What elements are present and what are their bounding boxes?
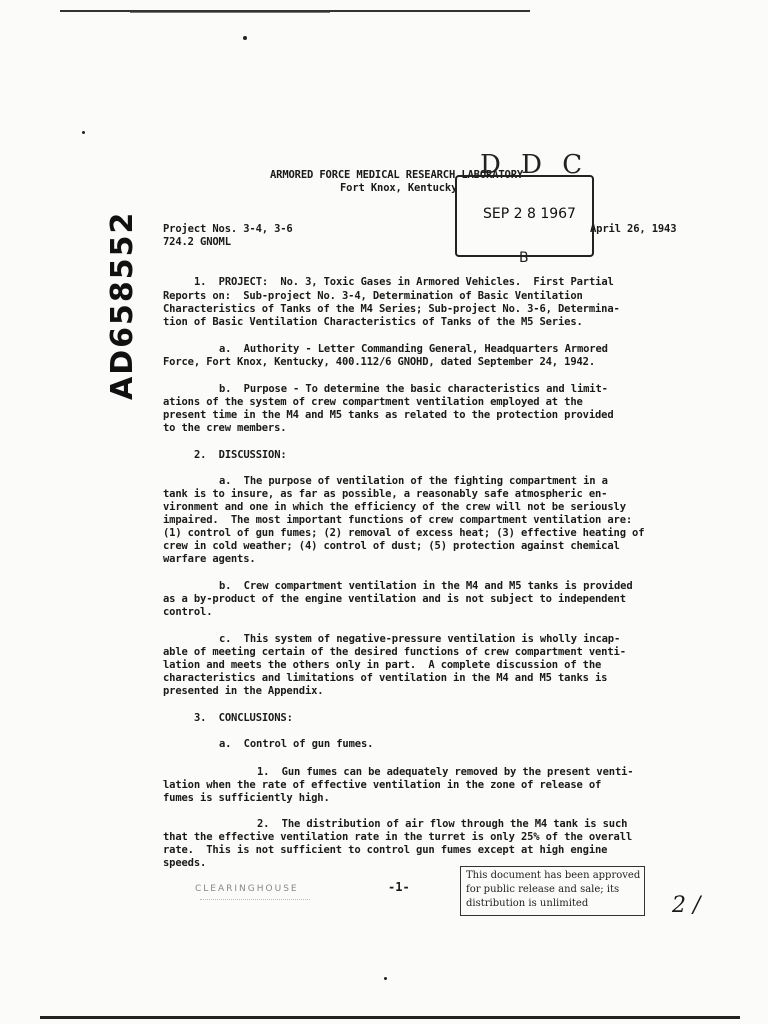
section1-line: Reports on: Sub-project No. 3-4, Determination of Basic Ventilation: [163, 290, 583, 302]
release-line: for public release and sale; its: [466, 884, 620, 895]
release-line: distribution is unlimited: [466, 898, 589, 909]
section1-line: tion of Basic Ventilation Characteristics of Tanks of the M5 Series.: [163, 316, 583, 328]
document-date: April 26, 1943: [590, 223, 677, 235]
speck: [243, 36, 247, 40]
discussion-c-line: c. This system of negative-pressure ventilation is wholly incap-: [219, 633, 621, 645]
conclusion-2-line: 2. The distribution of air flow through the M4 tank is such: [257, 818, 628, 830]
conclusion-1-line: 1. Gun fumes can be adequately removed by the present venti-: [257, 766, 634, 778]
ddc-stamp-letter: B: [519, 250, 529, 266]
speck: [384, 977, 387, 980]
project-numbers: Project Nos. 3-4, 3-6: [163, 223, 293, 235]
discussion-a-line: impaired. The most important functions of crew compartment ventilation are:: [163, 514, 633, 526]
discussion-c-line: characteristics and limitations of ventilation in the M4 and M5 tanks is: [163, 672, 608, 684]
handwritten-mark: 2 /: [672, 893, 701, 918]
clearinghouse-stamp: CLEARINGHOUSE: [195, 884, 299, 894]
discussion-c-line: presented in the Appendix.: [163, 685, 324, 697]
discussion-a-line: vironment and one in which the efficiency of the crew will not be seriously: [163, 501, 626, 513]
release-line: This document has been approved: [466, 870, 641, 881]
conclusion-1-line: lation when the rate of effective ventilation in the zone of release of: [163, 779, 602, 791]
discussion-a-line: (1) control of gun fumes; (2) removal of excess heat; (3) effective heating of: [163, 527, 645, 539]
conclusion-a-heading: a. Control of gun fumes.: [219, 738, 374, 750]
ddc-stamp-date: SEP 2 8 1967: [483, 206, 576, 222]
file-code: 724.2 GNOML: [163, 236, 231, 248]
discussion-a-line: a. The purpose of ventilation of the fighting compartment in a: [219, 475, 608, 487]
discussion-b-line: b. Crew compartment ventilation in the M4 and M5 tanks is provided: [219, 580, 633, 592]
purpose-line: ations of the system of crew compartment ventilation employed at the: [163, 396, 583, 408]
purpose-line: present time in the M4 and M5 tanks as related to the protection provided: [163, 409, 614, 421]
purpose-line: b. Purpose - To determine the basic characteristics and limit-: [219, 383, 608, 395]
conclusion-1-line: fumes is sufficiently high.: [163, 792, 330, 804]
section3-heading: 3. CONCLUSIONS:: [194, 712, 293, 724]
discussion-a-line: tank is to insure, as far as possible, a reasonably safe atmospheric en-: [163, 488, 608, 500]
page-number: -1-: [388, 880, 410, 894]
authority-line: Force, Fort Knox, Kentucky, 400.112/6 GNOHD, dated September 24, 1942.: [163, 356, 596, 368]
section2-heading: 2. DISCUSSION:: [194, 449, 287, 461]
discussion-c-line: lation and meets the others only in part. A complete discussion of the: [163, 659, 602, 671]
discussion-a-line: crew in cold weather; (4) control of dust; (5) protection against chemical: [163, 540, 620, 552]
discussion-b-line: as a by-product of the engine ventilation and is not subject to independent: [163, 593, 626, 605]
conclusion-2-line: speeds.: [163, 857, 207, 869]
section1-line: 1. PROJECT: No. 3, Toxic Gases in Armored Vehicles. First Partial: [194, 276, 614, 288]
accession-number: AD658552: [105, 210, 140, 400]
bottom-rule: [40, 1016, 740, 1019]
conclusion-2-line: that the effective ventilation rate in the turret is only 25% of the overall: [163, 831, 633, 843]
discussion-c-line: able of meeting certain of the desired functions of crew compartment venti-: [163, 646, 626, 658]
discussion-a-line: warfare agents.: [163, 553, 256, 565]
ddc-stamp-title: D D C: [480, 150, 589, 180]
top-rule-faint: [130, 12, 330, 13]
lab-name: ARMORED FORCE MEDICAL RESEARCH LABORATORY: [270, 169, 524, 181]
conclusion-2-line: rate. This is not sufficient to control gun fumes except at high engine: [163, 844, 608, 856]
speck: [82, 131, 85, 134]
faint-stamp-text: [200, 899, 310, 908]
purpose-line: to the crew members.: [163, 422, 287, 434]
discussion-b-line: control.: [163, 606, 213, 618]
authority-line: a. Authority - Letter Commanding General, Headquarters Armored: [219, 343, 608, 355]
lab-location: Fort Knox, Kentucky: [340, 182, 458, 194]
section1-line: Characteristics of Tanks of the M4 Series; Sub-project No. 3-6, Determina-: [163, 303, 620, 315]
